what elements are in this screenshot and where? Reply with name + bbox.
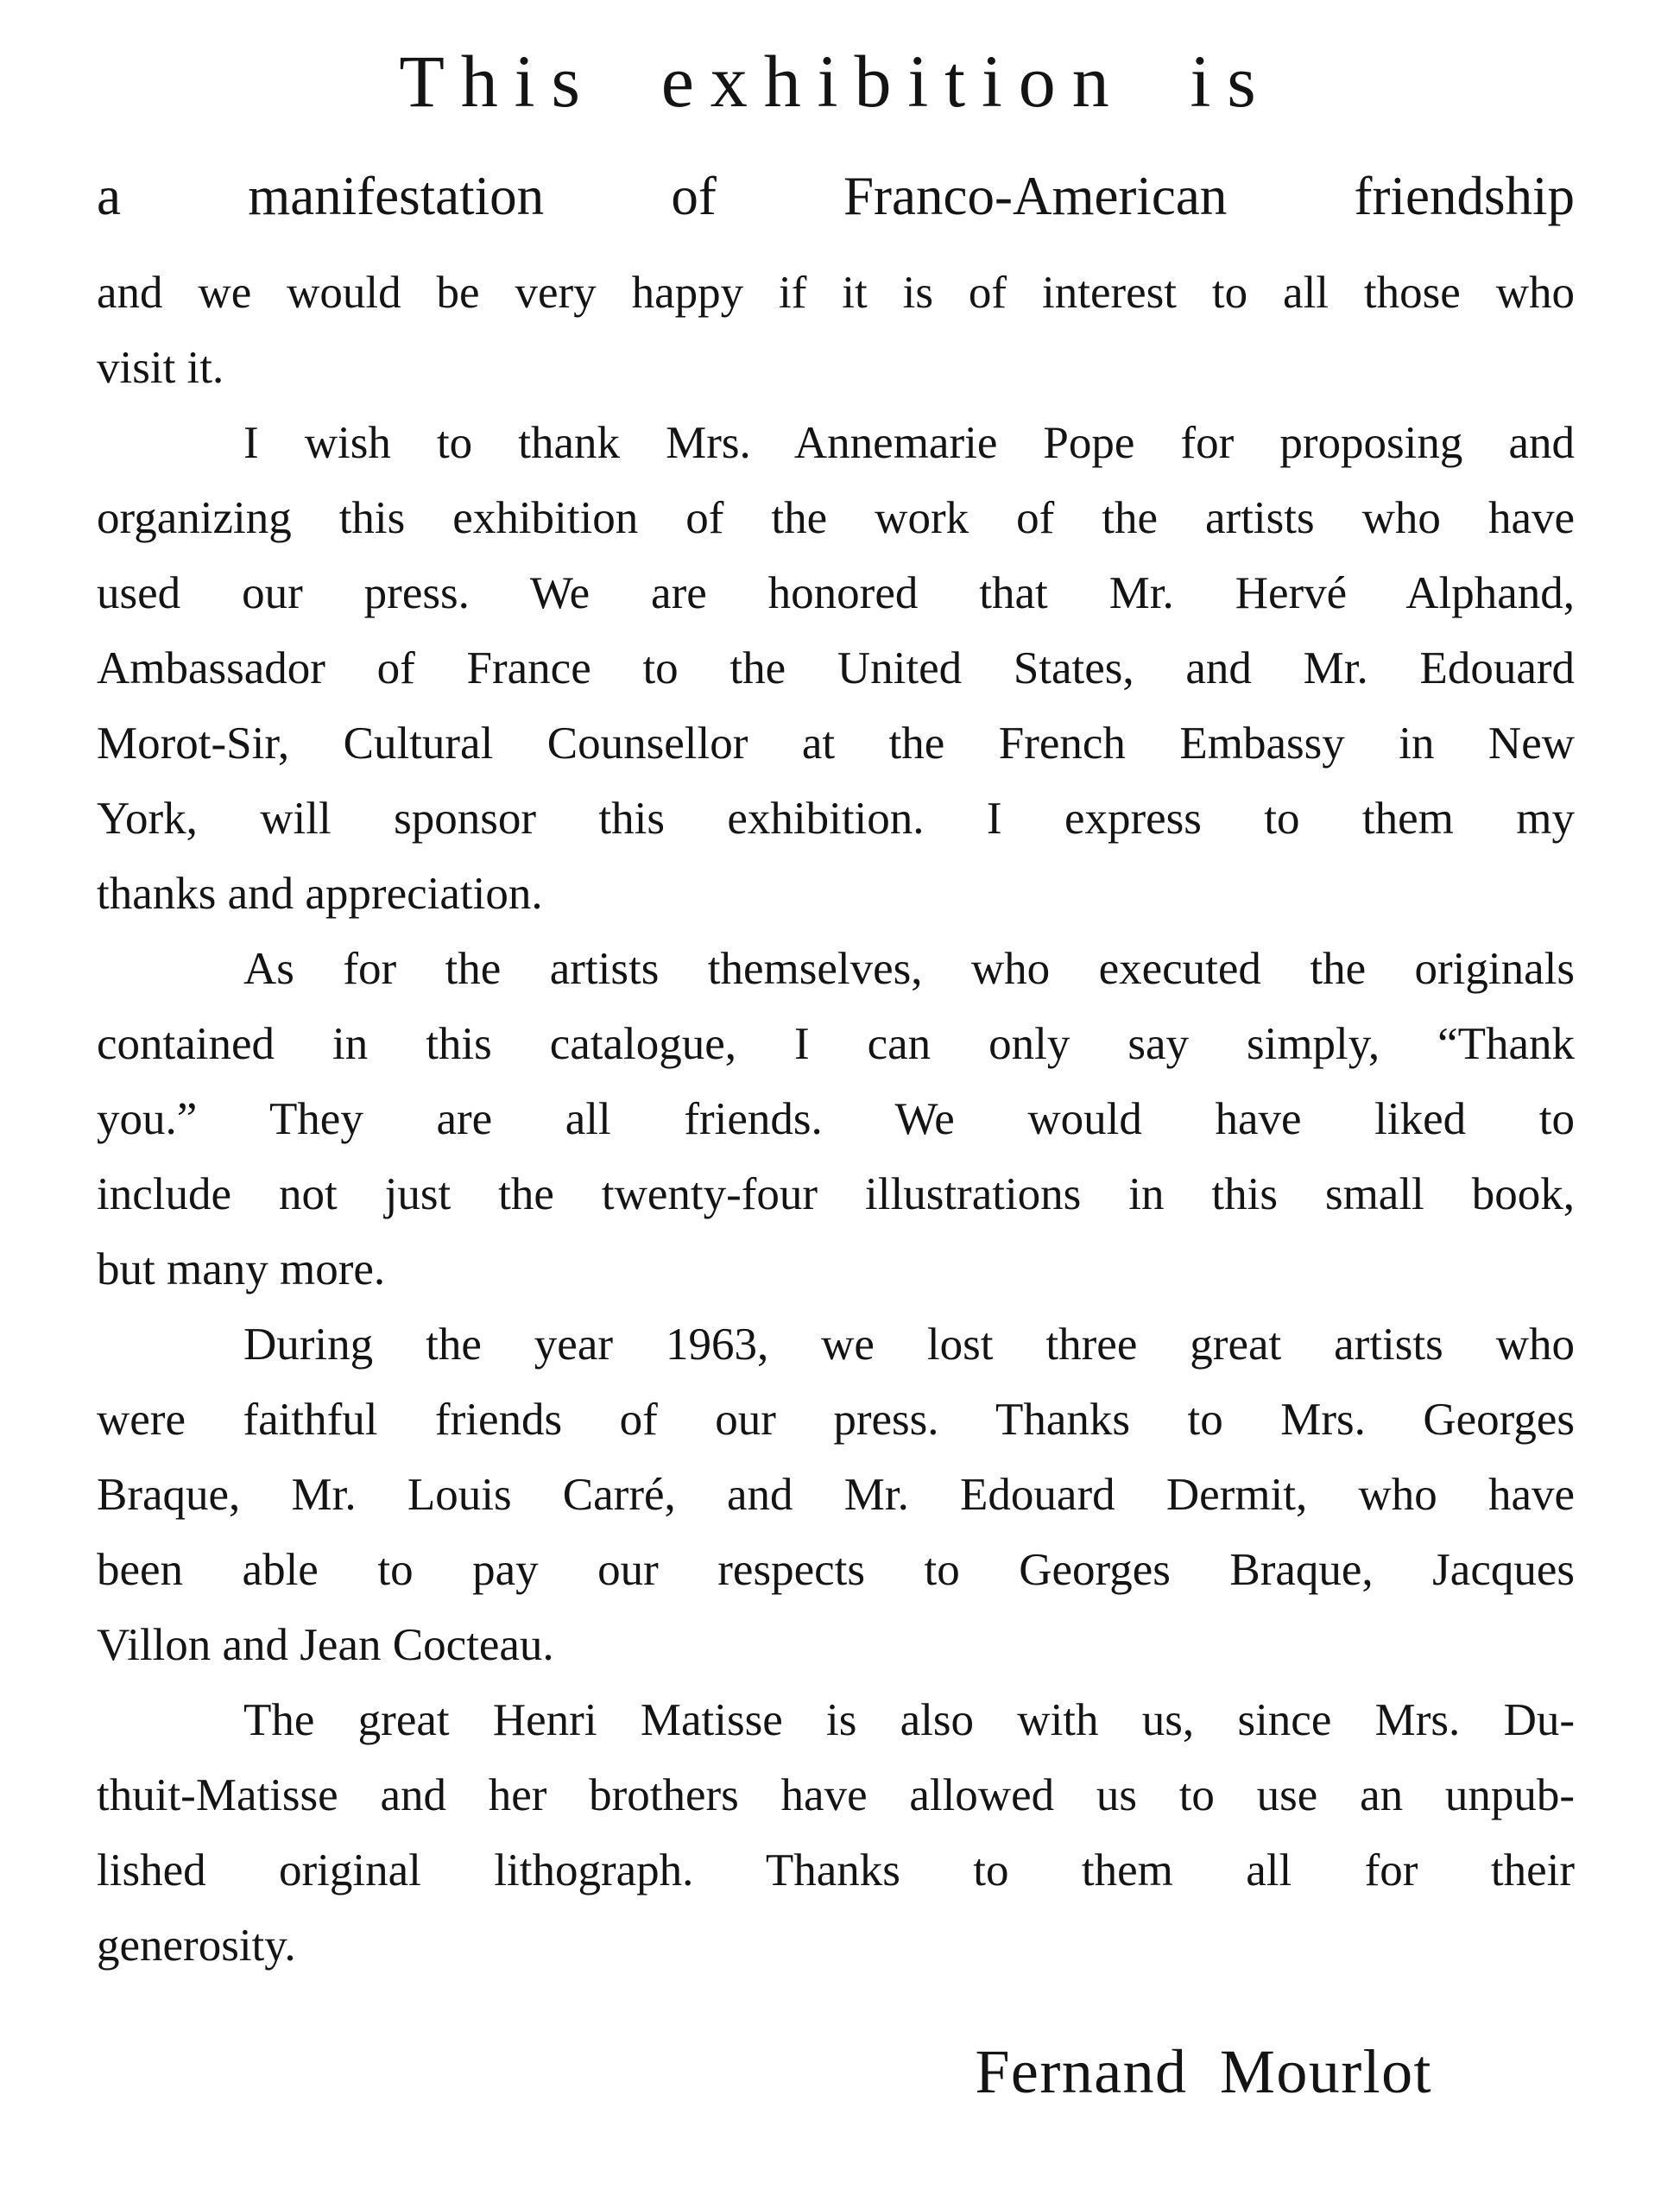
text-line: visit it.: [97, 343, 224, 393]
text-line: Morot-Sir, Cultural Counsellor at the French Embassy in New: [97, 718, 1575, 769]
text-line: During the year 1963, we lost three great artists who: [243, 1319, 1575, 1370]
text-line: you.” They are all friends. We would have liked to: [97, 1094, 1575, 1144]
text-line: York, will sponsor this exhibition. I express to them my: [97, 794, 1575, 844]
text-line: used our press. We are honored that Mr. Hervé Alphand,: [97, 568, 1575, 618]
text-line: include not just the twenty-four illustrations in this small book,: [97, 1169, 1575, 1219]
text-line: generosity.: [97, 1921, 296, 1971]
text-line: Braque, Mr. Louis Carré, and Mr. Edouard Dermit, who have: [97, 1470, 1575, 1520]
text-line: lished original lithograph. Thanks to them all for their: [97, 1845, 1575, 1895]
text-line: Ambassador of France to the United States, and Mr. Edouard: [97, 643, 1575, 693]
text-line: Villon and Jean Cocteau.: [97, 1620, 554, 1670]
text-line: thuit-Matisse and her brothers have allowed us to use an unpub-: [97, 1770, 1575, 1820]
text-line: but many more.: [97, 1244, 386, 1294]
text-line: were faithful friends of our press. Thanks to Mrs. Georges: [97, 1395, 1575, 1445]
signature: Fernand Mourlot: [975, 2037, 1432, 2106]
body-text: [97, 256, 1575, 1984]
text-line: contained in this catalogue, I can only say simply, “Thank: [97, 1019, 1575, 1069]
page-title: This exhibition is: [399, 40, 1273, 123]
text-line: organizing this exhibition of the work of the artists who have: [97, 493, 1575, 543]
text-block: [97, 24, 1575, 2115]
text-line: thanks and appreciation.: [97, 869, 543, 919]
page-subtitle: a manifestation of Franco-American friendship: [97, 166, 1575, 226]
text-line: and we would be very happy if it is of interest to all those who: [97, 268, 1575, 318]
text-line: As for the artists themselves, who executed the originals: [243, 944, 1575, 994]
text-line: The great Henri Matisse is also with us, since Mrs. Du-: [243, 1695, 1575, 1745]
text-line: been able to pay our respects to Georges Braque, Jacques: [97, 1545, 1575, 1595]
text-line: I wish to thank Mrs. Annemarie Pope for proposing and: [243, 418, 1575, 468]
